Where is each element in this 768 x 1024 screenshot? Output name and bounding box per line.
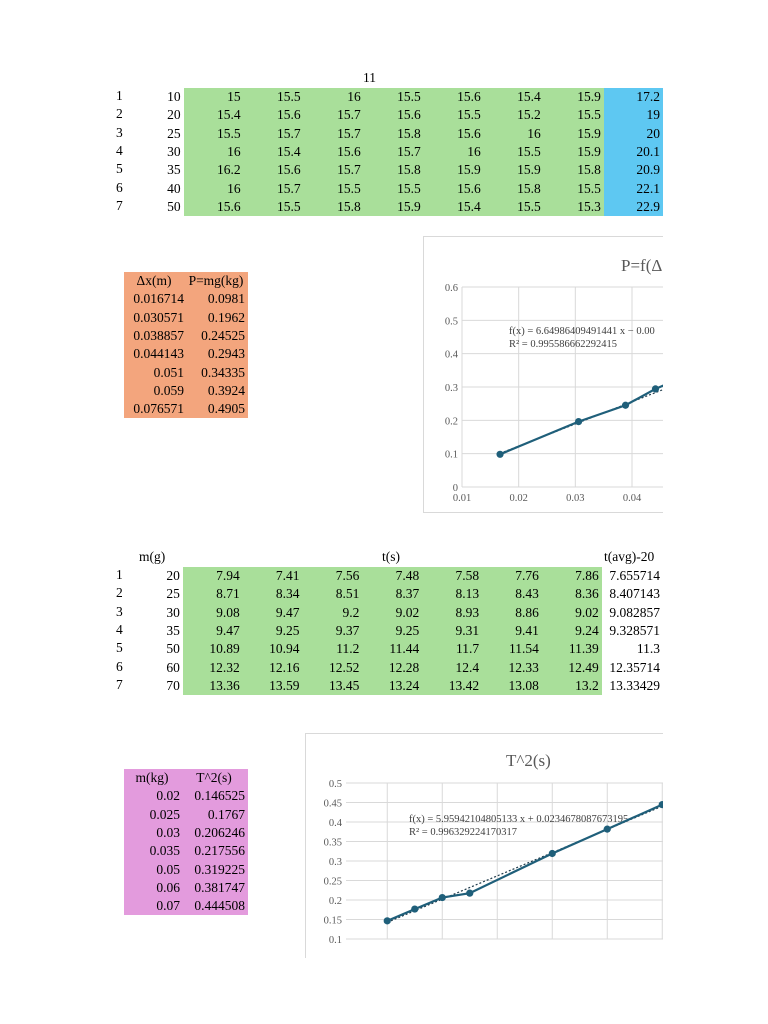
measurement-cell[interactable]: 15.5	[364, 88, 424, 106]
measurement-cell[interactable]: 15.6	[304, 143, 364, 161]
time-cell[interactable]: 9.2	[303, 604, 363, 622]
value-cell[interactable]: 0.025	[149, 806, 180, 822]
measurement-cell[interactable]: 16	[484, 125, 544, 143]
measurement-cell[interactable]: 16	[184, 179, 244, 197]
y-tick-label: 0.35	[323, 837, 342, 849]
average-cell[interactable]: 12.35714	[609, 659, 660, 675]
row-number: 5	[116, 640, 123, 656]
measurement-cell[interactable]: 15.7	[304, 125, 364, 143]
chart1-equation: f(x) = 6.64986409491441 x − 0.00	[509, 326, 655, 337]
measurement-cell[interactable]: 15.6	[244, 106, 304, 124]
time-cell[interactable]: 10.89	[183, 640, 243, 658]
measurement-cell[interactable]: 15.8	[364, 161, 424, 179]
y-tick-label: 0.1	[328, 935, 342, 946]
table-row	[124, 363, 248, 381]
chart2-title: T^2(s)	[506, 751, 551, 770]
time-cell[interactable]: 7.58	[422, 567, 482, 585]
time-cell[interactable]: 8.93	[422, 604, 482, 622]
measurement-cell[interactable]: 15.6	[364, 106, 424, 124]
table-row	[140, 198, 663, 216]
table-row	[140, 622, 663, 640]
average-cell[interactable]: 9.328571	[609, 623, 660, 639]
measurement-cell[interactable]: 15.4	[424, 198, 484, 216]
table-row	[140, 677, 663, 695]
mass-cell[interactable]: 40	[167, 180, 181, 196]
time-cell[interactable]: 8.34	[243, 585, 303, 603]
value-cell[interactable]: 0.035	[149, 843, 180, 859]
table-row	[124, 897, 248, 915]
table-row	[124, 842, 248, 860]
value-cell[interactable]: 0.051	[153, 364, 184, 380]
column-header[interactable]: T^2(s)	[196, 770, 232, 786]
row-number: 7	[116, 197, 123, 213]
measurement-cell[interactable]: 15.7	[304, 161, 364, 179]
table3-header-avg: t(avg)-20	[604, 549, 655, 564]
time-cell[interactable]: 9.02	[542, 604, 602, 622]
time-cell[interactable]: 13.36	[183, 677, 243, 695]
value-cell[interactable]: 0.05	[156, 861, 180, 877]
table-row	[124, 382, 248, 400]
row-number: 1	[116, 567, 123, 582]
value-cell[interactable]: 0.044143	[133, 346, 184, 362]
row-number: 6	[116, 658, 123, 674]
time-cell[interactable]: 7.86	[542, 567, 602, 585]
result-cell[interactable]: 22.9	[604, 198, 663, 216]
measurement-cell[interactable]: 15.4	[184, 106, 244, 124]
time-cell[interactable]: 12.4	[422, 658, 482, 676]
measurement-cell[interactable]: 15.5	[244, 198, 304, 216]
mass-cell[interactable]: 30	[166, 604, 180, 620]
measurement-cell[interactable]: 16.2	[184, 161, 244, 179]
value-cell[interactable]: 0.34335	[201, 364, 245, 380]
time-cell[interactable]: 9.37	[303, 622, 363, 640]
time-cell[interactable]: 8.36	[542, 585, 602, 603]
value-cell[interactable]: 0.4905	[207, 401, 245, 417]
data-point	[604, 826, 611, 833]
measurement-cell[interactable]: 15.5	[364, 179, 424, 197]
measurement-cell[interactable]: 15.6	[184, 198, 244, 216]
measurement-cell[interactable]: 15.5	[304, 179, 364, 197]
column-header[interactable]: P=mg(kg)	[188, 273, 244, 289]
time-cell[interactable]: 11.2	[303, 640, 363, 658]
value-cell[interactable]: 0.038857	[133, 328, 184, 344]
chart1-r2: R² = 0.995586662292415	[509, 339, 617, 350]
time-cell[interactable]: 9.24	[542, 622, 602, 640]
table-row	[124, 327, 248, 345]
time-cell[interactable]: 9.31	[422, 622, 482, 640]
average-cell[interactable]: 7.655714	[609, 568, 660, 584]
data-point	[575, 418, 582, 425]
row-number: 2	[116, 585, 123, 601]
mass-cell[interactable]: 20	[167, 107, 181, 123]
measurement-cell[interactable]: 15.9	[544, 88, 604, 106]
average-cell[interactable]: 13.33429	[609, 677, 660, 693]
y-tick-label: 0.6	[444, 283, 458, 294]
time-cell[interactable]: 9.25	[243, 622, 303, 640]
table-row	[124, 824, 248, 842]
table-row	[124, 860, 248, 878]
value-cell[interactable]: 0.059	[153, 382, 184, 398]
row-number: 6	[116, 179, 123, 195]
y-tick-label: 0.15	[323, 915, 342, 927]
measurement-cell[interactable]: 15.7	[244, 179, 304, 197]
measurement-cell[interactable]: 15.6	[424, 125, 484, 143]
time-cell[interactable]: 12.49	[542, 658, 602, 676]
table1-header: 11	[363, 70, 376, 85]
y-tick-label: 0.25	[323, 876, 342, 888]
mass-cell[interactable]: 70	[166, 677, 180, 693]
value-cell[interactable]: 0.444508	[194, 898, 245, 914]
table-row	[124, 345, 248, 363]
measurement-cell[interactable]: 15.7	[244, 125, 304, 143]
measurement-cell[interactable]: 15.7	[364, 143, 424, 161]
data-point	[652, 385, 659, 392]
time-cell[interactable]: 9.08	[183, 604, 243, 622]
chart2-equation: f(x) = 5.95942104805133 x + 0.0234678087673195	[409, 814, 629, 825]
measurement-cell[interactable]: 15.4	[244, 143, 304, 161]
value-cell[interactable]: 0.03	[156, 825, 180, 841]
time-cell[interactable]: 11.54	[482, 640, 542, 658]
time-cell[interactable]: 7.76	[482, 567, 542, 585]
time-cell[interactable]: 8.37	[362, 585, 422, 603]
measurement-cell[interactable]: 15.6	[424, 88, 484, 106]
time-cell[interactable]: 8.43	[482, 585, 542, 603]
value-cell[interactable]: 0.0981	[207, 291, 245, 307]
table3	[140, 567, 663, 695]
result-cell[interactable]: 20.9	[604, 161, 663, 179]
row-number: 7	[116, 676, 123, 692]
time-cell[interactable]: 9.25	[362, 622, 422, 640]
time-cell[interactable]: 9.47	[183, 622, 243, 640]
mass-cell[interactable]: 50	[166, 641, 180, 657]
column-header[interactable]: Δx(m)	[136, 273, 172, 289]
measurement-cell[interactable]: 15.9	[544, 125, 604, 143]
time-cell[interactable]: 9.02	[362, 604, 422, 622]
measurement-cell[interactable]: 15.9	[544, 143, 604, 161]
measurement-cell[interactable]: 15.9	[364, 198, 424, 216]
y-tick-label: 0	[452, 483, 458, 494]
mass-cell[interactable]: 35	[166, 623, 180, 639]
value-cell[interactable]: 0.206246	[194, 825, 245, 841]
measurement-cell[interactable]: 15.3	[544, 198, 604, 216]
table-row	[140, 604, 663, 622]
table-row	[140, 143, 663, 161]
table-row	[140, 106, 663, 124]
x-tick-label: 0.04	[622, 493, 642, 504]
value-cell[interactable]: 0.1962	[207, 309, 245, 325]
time-cell[interactable]: 12.33	[482, 658, 542, 676]
result-cell[interactable]: 17.2	[604, 88, 663, 106]
value-cell[interactable]: 0.2943	[207, 346, 245, 362]
x-tick-label: 0.01	[452, 493, 472, 504]
time-cell[interactable]: 13.08	[482, 677, 542, 695]
measurement-cell[interactable]: 15.5	[484, 198, 544, 216]
measurement-cell[interactable]: 15.4	[484, 88, 544, 106]
value-cell[interactable]: 0.030571	[133, 309, 184, 325]
result-cell[interactable]: 20.1	[604, 143, 663, 161]
measurement-cell[interactable]: 15.5	[424, 106, 484, 124]
table3-header-mass: m(g)	[139, 549, 166, 564]
time-cell[interactable]: 11.44	[362, 640, 422, 658]
measurement-cell[interactable]: 15.5	[244, 88, 304, 106]
y-tick-label: 0.5	[328, 779, 342, 790]
measurement-cell[interactable]: 15.6	[244, 161, 304, 179]
measurement-cell[interactable]: 15.2	[484, 106, 544, 124]
y-tick-label: 0.2	[328, 896, 342, 907]
average-cell[interactable]: 8.407143	[609, 586, 660, 602]
measurement-cell[interactable]: 15.9	[424, 161, 484, 179]
measurement-cell[interactable]: 16	[424, 143, 484, 161]
value-cell[interactable]: 0.381747	[194, 879, 245, 895]
x-tick-label: 0.02	[509, 493, 528, 504]
value-cell[interactable]: 0.217556	[194, 843, 245, 859]
table-row	[140, 567, 663, 585]
y-tick-label: 0.3	[444, 383, 458, 394]
measurement-cell[interactable]: 15	[184, 88, 244, 106]
chart-p-vs-dx[interactable]	[423, 236, 663, 513]
table-row	[140, 585, 663, 603]
time-cell[interactable]: 7.41	[243, 567, 303, 585]
value-cell[interactable]: 0.146525	[194, 788, 245, 804]
time-cell[interactable]: 10.94	[243, 640, 303, 658]
time-cell[interactable]: 12.16	[243, 658, 303, 676]
time-cell[interactable]: 11.39	[542, 640, 602, 658]
time-cell[interactable]: 7.56	[303, 567, 363, 585]
y-tick-label: 0.3	[328, 857, 342, 868]
row-number: 3	[116, 603, 123, 619]
data-point	[622, 402, 629, 409]
data-point	[439, 894, 446, 901]
mass-cell[interactable]: 20	[166, 568, 180, 584]
measurement-cell[interactable]: 15.9	[484, 161, 544, 179]
time-cell[interactable]: 12.32	[183, 658, 243, 676]
time-cell[interactable]: 13.24	[362, 677, 422, 695]
mass-cell[interactable]: 25	[166, 586, 180, 602]
time-cell[interactable]: 7.94	[183, 567, 243, 585]
measurement-cell[interactable]: 15.5	[184, 125, 244, 143]
value-cell[interactable]: 0.07	[156, 898, 180, 914]
time-cell[interactable]: 8.13	[422, 585, 482, 603]
time-cell[interactable]: 11.7	[422, 640, 482, 658]
row-number: 1	[116, 88, 123, 103]
table4	[124, 769, 248, 915]
time-cell[interactable]: 8.86	[482, 604, 542, 622]
measurement-cell[interactable]: 16	[304, 88, 364, 106]
mass-cell[interactable]: 10	[167, 89, 181, 105]
trendline	[500, 357, 663, 453]
measurement-cell[interactable]: 15.5	[484, 143, 544, 161]
time-cell[interactable]: 9.47	[243, 604, 303, 622]
chart-t2-vs-m[interactable]	[305, 733, 663, 958]
table-row	[124, 806, 248, 824]
measurement-cell[interactable]: 16	[184, 143, 244, 161]
value-cell[interactable]: 0.319225	[194, 861, 245, 877]
measurement-cell[interactable]: 15.5	[544, 106, 604, 124]
value-cell[interactable]: 0.3924	[207, 382, 245, 398]
table3-header-time: t(s)	[382, 549, 400, 564]
table-row	[124, 400, 248, 418]
row-number: 4	[116, 621, 123, 637]
measurement-cell[interactable]: 15.8	[304, 198, 364, 216]
time-cell[interactable]: 9.41	[482, 622, 542, 640]
chart2-r2: R² = 0.996329224170317	[409, 827, 517, 838]
mass-cell[interactable]: 50	[167, 198, 181, 214]
table1	[140, 88, 663, 216]
chart2-svg	[306, 734, 663, 958]
result-cell[interactable]: 19	[604, 106, 663, 124]
value-cell[interactable]: 0.24525	[201, 328, 245, 344]
table-row	[140, 640, 663, 658]
time-cell[interactable]: 13.59	[243, 677, 303, 695]
table-row	[140, 658, 663, 676]
table-row	[124, 787, 248, 805]
value-cell[interactable]: 0.016714	[133, 291, 184, 307]
value-cell[interactable]: 0.02	[156, 788, 180, 804]
table-header-row	[124, 769, 248, 787]
table-row	[140, 125, 663, 143]
y-tick-label: 0.2	[444, 416, 458, 428]
average-cell[interactable]: 9.082857	[609, 604, 660, 620]
data-point	[496, 451, 503, 458]
x-tick-label: 0.03	[566, 493, 585, 504]
y-tick-label: 0.5	[444, 316, 458, 328]
table-row	[124, 309, 248, 327]
value-cell[interactable]: 0.1767	[207, 806, 245, 822]
value-cell[interactable]: 0.06	[156, 879, 180, 895]
data-point	[384, 917, 391, 924]
data-point	[549, 850, 556, 857]
measurement-cell[interactable]: 15.8	[544, 161, 604, 179]
chart1-title: P=f(Δ	[621, 256, 663, 275]
chart1-svg	[424, 237, 663, 512]
row-number: 5	[116, 161, 123, 177]
row-number: 2	[116, 106, 123, 122]
table2	[124, 272, 248, 418]
time-cell[interactable]: 12.28	[362, 658, 422, 676]
mass-cell[interactable]: 25	[167, 125, 181, 141]
data-point	[411, 905, 418, 912]
table-header-row	[124, 272, 248, 290]
row-number: 4	[116, 142, 123, 158]
y-tick-label: 0.4	[444, 349, 458, 361]
value-cell[interactable]: 0.076571	[133, 401, 184, 417]
table-row	[140, 88, 663, 106]
mass-cell[interactable]: 60	[166, 659, 180, 675]
average-cell[interactable]: 11.3	[636, 641, 660, 657]
measurement-cell[interactable]: 15.6	[424, 179, 484, 197]
table-row	[124, 290, 248, 308]
row-number: 3	[116, 124, 123, 140]
measurement-cell[interactable]: 15.5	[544, 179, 604, 197]
y-tick-label: 0.4	[328, 818, 342, 829]
mass-cell[interactable]: 35	[167, 162, 181, 178]
time-cell[interactable]: 13.2	[542, 677, 602, 695]
table-row	[140, 161, 663, 179]
measurement-cell[interactable]: 15.8	[364, 125, 424, 143]
measurement-cell[interactable]: 15.8	[484, 179, 544, 197]
y-tick-label: 0.45	[323, 798, 342, 810]
y-tick-label: 0.1	[444, 449, 458, 461]
mass-cell[interactable]: 30	[167, 144, 181, 160]
column-header[interactable]: m(kg)	[135, 770, 169, 786]
measurement-cell[interactable]: 15.7	[304, 106, 364, 124]
time-cell[interactable]: 13.42	[422, 677, 482, 695]
time-cell[interactable]: 8.51	[303, 585, 363, 603]
table-row	[124, 879, 248, 897]
table-row	[140, 179, 663, 197]
result-cell[interactable]: 20	[604, 125, 663, 143]
time-cell[interactable]: 12.52	[303, 658, 363, 676]
time-cell[interactable]: 7.48	[362, 567, 422, 585]
result-cell[interactable]: 22.1	[604, 179, 663, 197]
time-cell[interactable]: 8.71	[183, 585, 243, 603]
data-point	[466, 890, 473, 897]
time-cell[interactable]: 13.45	[303, 677, 363, 695]
